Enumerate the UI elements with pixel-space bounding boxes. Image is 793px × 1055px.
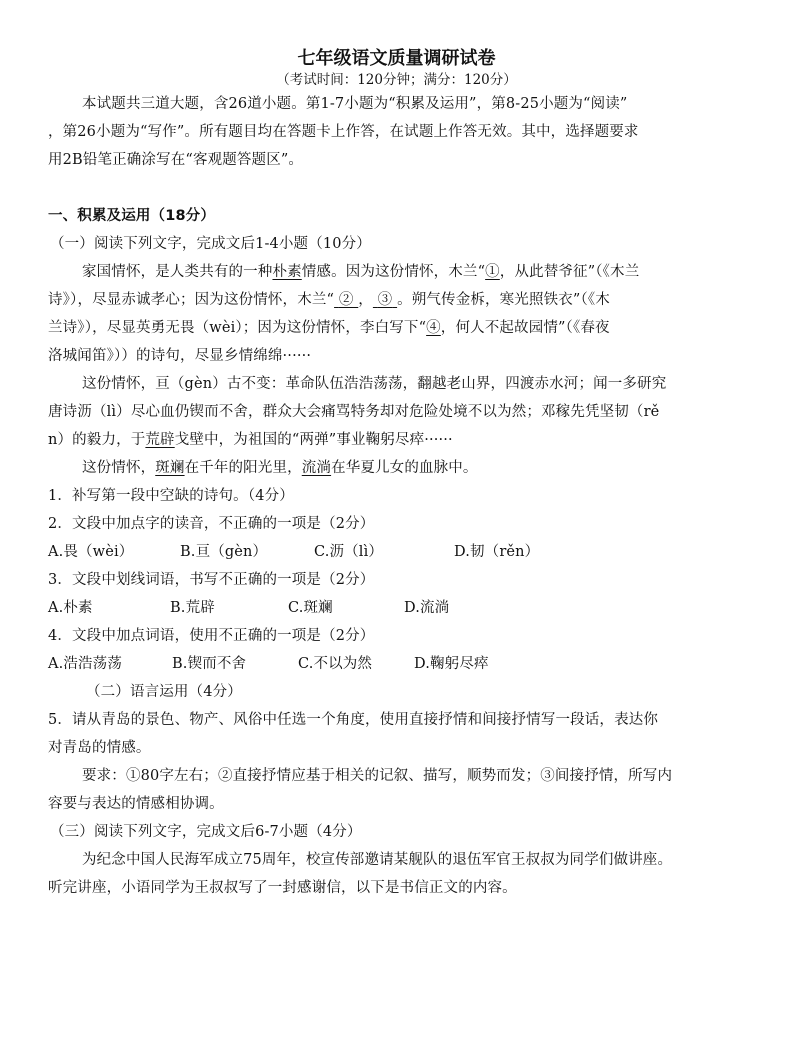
text: 家国情怀，是人类共有的一种 [82,264,273,280]
part2-heading: （二）语言运用（4分） [86,684,242,700]
text: ，何人不起故园情”（《春夜 [440,320,610,336]
question-5-line-2: 对青岛的情感。 [48,740,151,756]
question-5-line-1: 5．请从青岛的景色、物产、风俗中任选一个角度，使用直接抒情和间接抒情写一段话，表达你 [48,712,659,728]
text: 。朔气传金柝，寒光照铁衣”（《木 [397,292,610,308]
option-c: C.斑斓 [288,600,333,616]
text: 戈壁中，为祖国的“两弹”事业鞠躬尽瘁······ [174,432,453,448]
part1-heading: （一）阅读下列文字，完成文后1-4小题（10分） [50,236,371,252]
blank-2 [334,292,358,308]
section-heading: 一、积累及运用（18分） [48,208,215,224]
blank-2-mark: ② [338,292,354,308]
option-b: B.锲而不舍 [172,656,247,672]
text: 在华夏儿女的血脉中。 [331,460,478,476]
blank-3-mark: ③ [377,292,393,308]
question-3: 3．文段中划线词语，书写不正确的一项是（2分） [48,572,375,588]
blank-4: ④ [426,320,441,336]
blank-3 [373,292,397,308]
option-d: D.鞠躬尽瘁 [414,656,489,672]
passage-p3 [82,458,782,478]
passage-p1-line-4: 洛城闻笛》））的诗句，尽显乡情绵绵······ [48,348,312,364]
question-1: 1．补写第一段中空缺的诗句。（4分） [48,488,294,504]
page-title: 七年级语文质量调研试卷 [297,48,496,69]
option-c: C.不以为然 [298,656,373,672]
option-d: D.流淌 [404,600,450,616]
option-d: D.韧（rěn） [454,544,540,560]
blank-1: ① [485,264,500,280]
intro-line-3: 用2B铅笔正确涂写在“客观题答题区”。 [48,152,304,168]
question-2: 2．文段中加点字的读音，不正确的一项是（2分） [48,516,375,532]
text: 这份情怀， [82,460,156,476]
intro-line-2: ，第26小题为“写作”。所有题目均在答题卡上作答，在试题上作答无效。其中，选择题要求 [48,124,639,140]
part3-line-2: 听完讲座，小语同学为王叔叔写了一封感谢信，以下是书信正文的内容。 [48,880,517,896]
option-a: A.朴素 [48,600,93,616]
option-b: B.荒辟 [170,600,215,616]
exam-info: （考试时间：120分钟；满分：120分） [276,72,517,88]
option-a: A.畏（wèi） [48,544,134,560]
underlined-word: 荒辟 [145,432,175,448]
passage-p2-line-3 [48,430,748,450]
underlined-word: 朴素 [272,264,302,280]
text: ， [358,292,373,308]
text: 在千年的阳光里， [184,460,302,476]
passage-p1-line-3 [48,318,748,338]
question-4: 4．文段中加点词语，使用不正确的一项是（2分） [48,628,375,644]
passage-p1-line-1 [82,262,782,282]
part3-heading: （三）阅读下列文字，完成文后6-7小题（4分） [50,824,362,840]
passage-p2-line-1: 这份情怀，亘（gèn）古不变：革命队伍浩浩荡荡，翻越老山界，四渡赤水河；闻一多研究 [82,376,667,392]
requirements-line-1: 要求：①80字左右；②直接抒情应基于相关的记叙、描写，顺势而发；③间接抒情，所写内 [82,768,673,784]
option-c: C.沥（lì） [314,544,384,560]
requirements-line-2: 容要与表达的情感相协调。 [48,796,224,812]
underlined-word: 斑斓 [155,460,185,476]
intro-line-1: 本试题共三道大题，含26道小题。第1-7小题为“积累及运用”，第8-25小题为“阅读” [82,96,628,112]
text: n）的毅力，于 [48,432,146,448]
option-a: A.浩浩荡荡 [48,656,122,672]
text: 情感。因为这份情怀，木兰“ [301,264,486,280]
passage-p2-line-2: 唐诗沥（lì）尽心血仍锲而不舍，群众大会痛骂特务却对危险处境不以为然；邓稼先凭坚韧（rě [48,404,660,420]
text: 诗》），尽显赤诚孝心；因为这份情怀，木兰“ [48,292,335,308]
text: ，从此替爷征”（《木兰 [499,264,640,280]
text: 兰诗》），尽显英勇无畏（wèi）；因为这份情怀，李白写下“ [48,320,427,336]
option-b: B.亘（gèn） [180,544,268,560]
underlined-word: 流淌 [301,460,332,476]
part3-line-1: 为纪念中国人民海军成立75周年，校宣传部邀请某舰队的退伍军官王叔叔为同学们做讲座。 [82,852,673,868]
passage-p1-line-2 [48,290,748,310]
